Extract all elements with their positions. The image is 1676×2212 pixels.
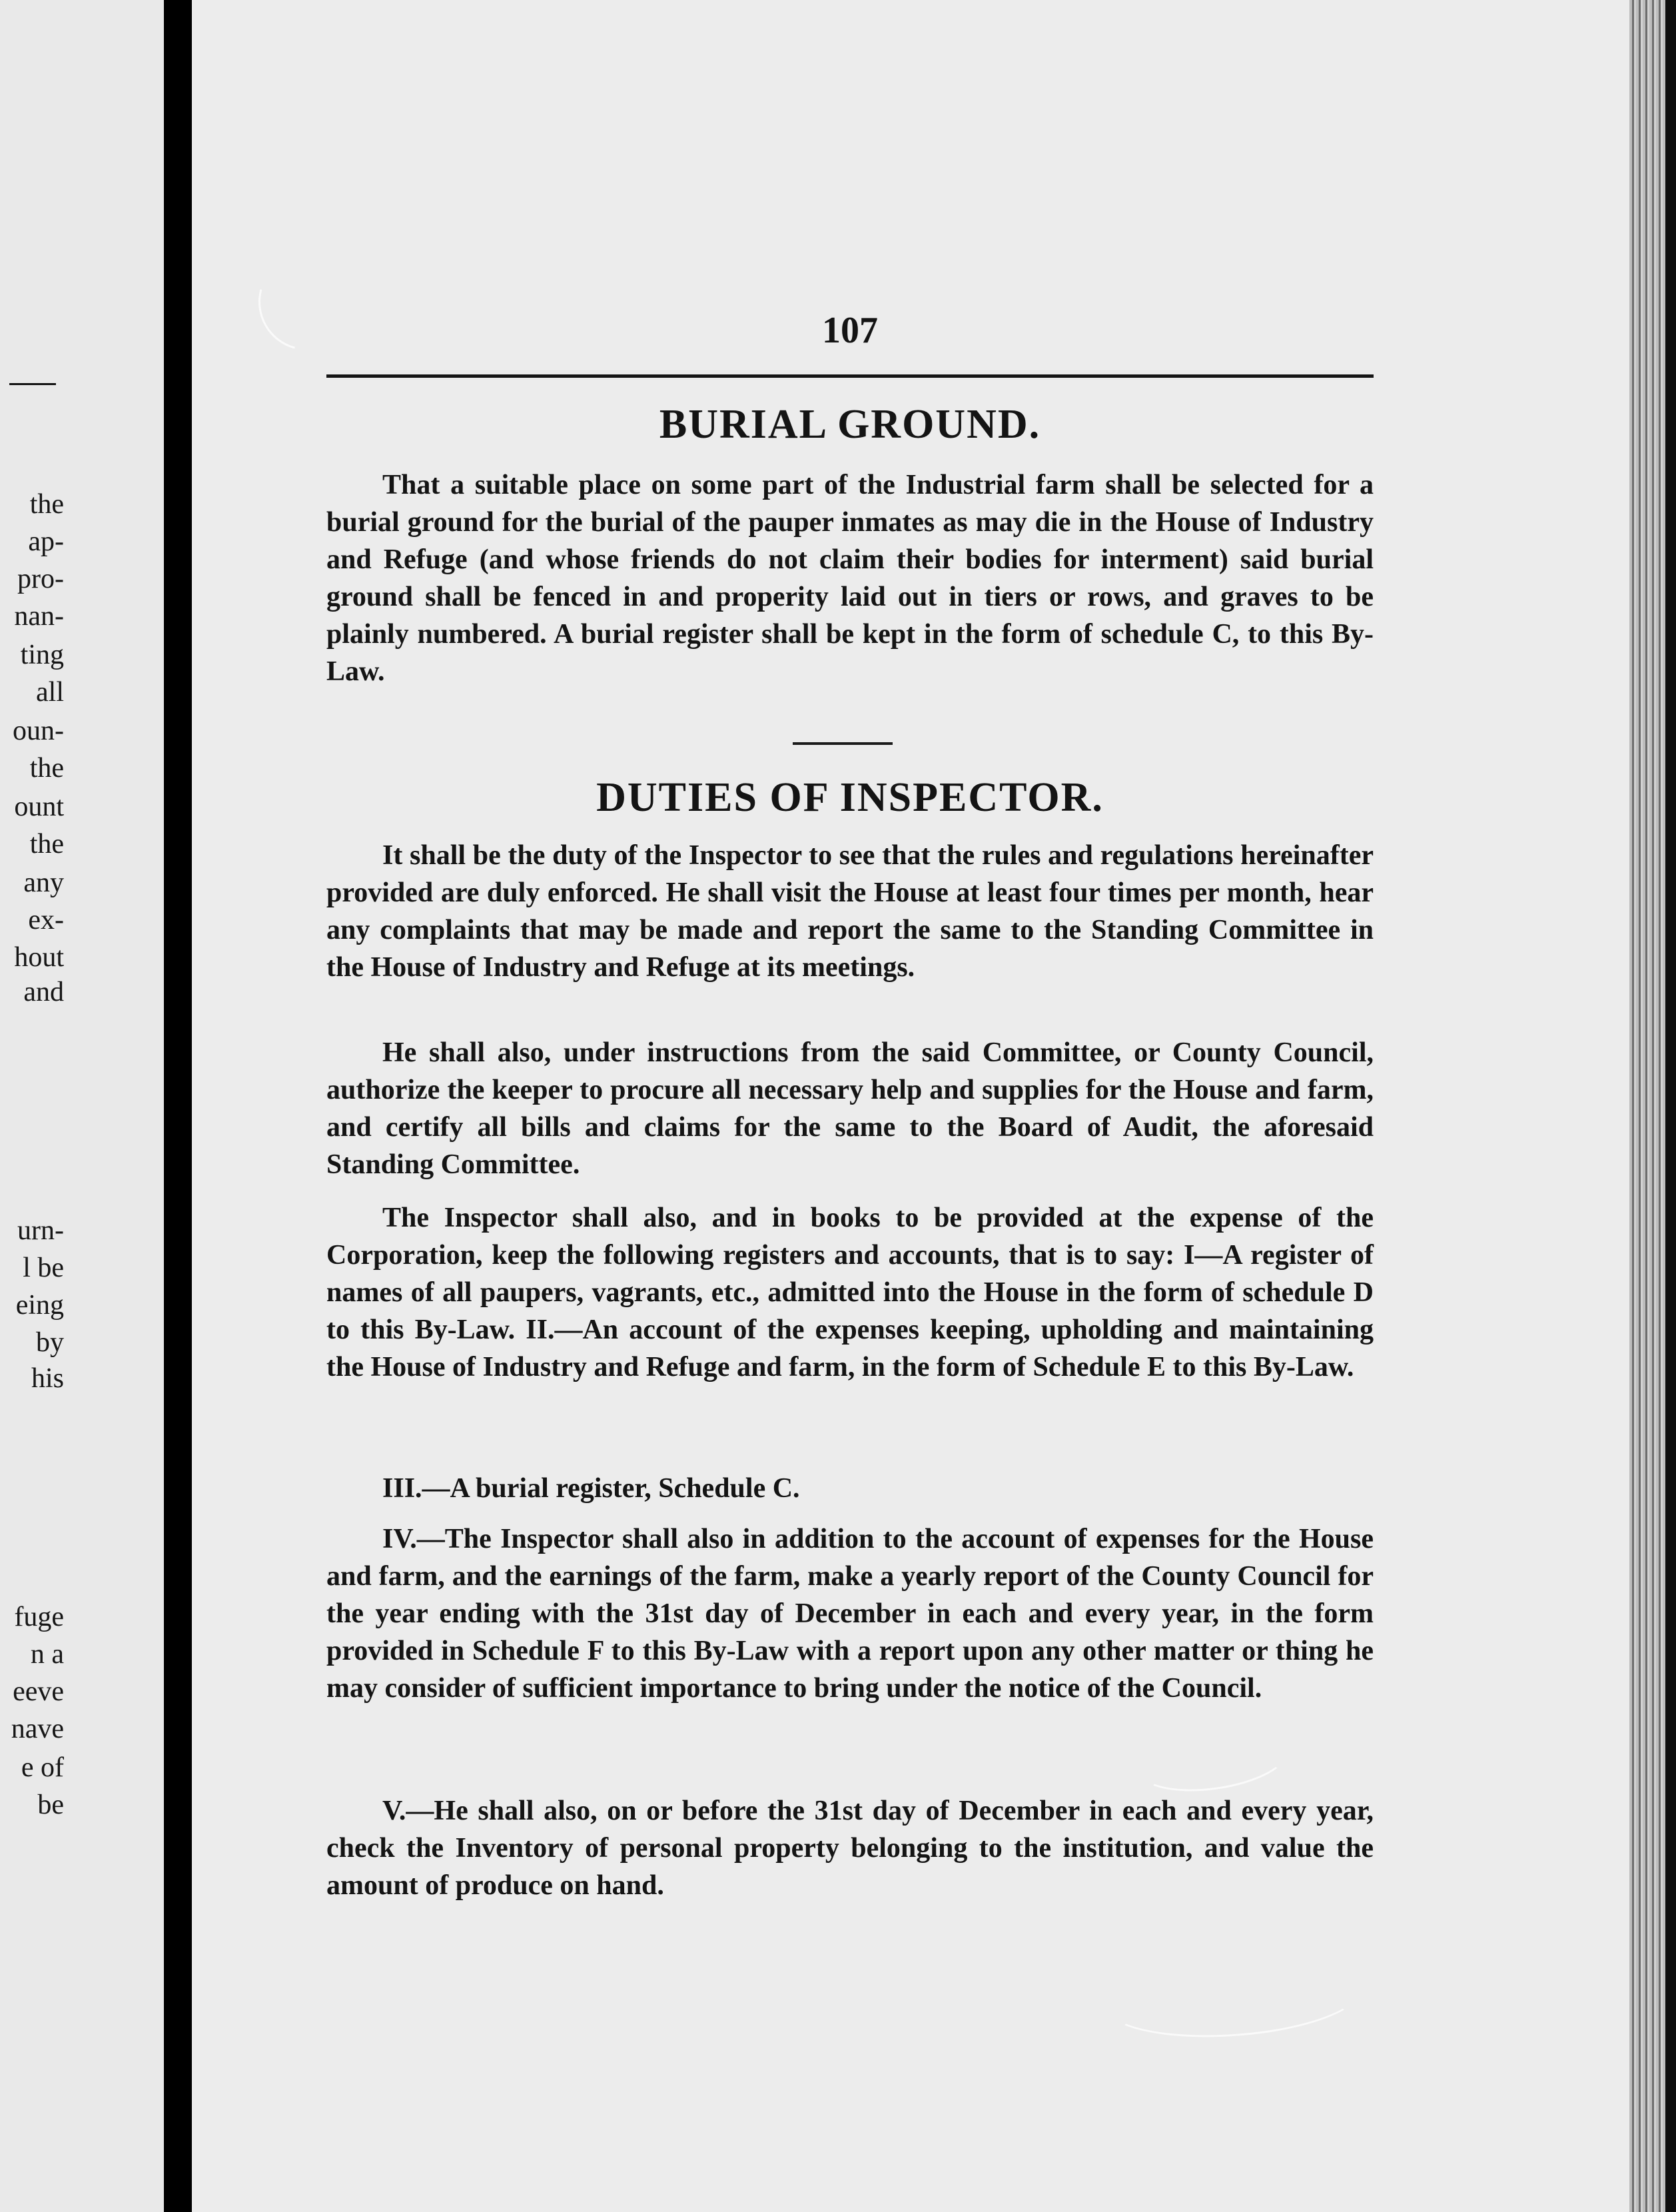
previous-page-text: ting: [20, 640, 64, 670]
paragraph: IV.—The Inspector shall also in addition to the account of expenses for the House and farm, and the earnings of the farm, make a yearly report of the County Council for the year ending with the 31st day of December in each and every year, in the form provided in Schedule F to this By-Law with a report upon any other matter or thing he may consider of sufficient importance to bring under the notice of the Council.: [326, 1524, 1374, 1704]
previous-page-text: fuge: [14, 1602, 64, 1632]
book-spine: [164, 0, 192, 2212]
previous-page-text: nan-: [14, 601, 64, 632]
previous-page-text: all: [36, 677, 64, 708]
previous-page-fragment: [0, 0, 164, 2212]
previous-page-rule: [9, 383, 56, 385]
previous-page-text: nave: [11, 1714, 64, 1744]
section-divider: [793, 742, 893, 745]
previous-page-text: the: [29, 489, 64, 520]
page-edges-shadow: [1665, 0, 1676, 2212]
previous-page-text: be: [37, 1790, 64, 1820]
scan-scratch-mark: [1134, 1722, 1292, 1800]
previous-page-text: hout: [14, 942, 64, 973]
previous-page-text: the: [29, 753, 64, 784]
paragraph: That a suitable place on some part of the Industrial farm shall be selected for a burial ground for the burial of the pauper inmates as may die in the House of Industry and Refuge (and whose friends do not claim their bodies for interment) said burial ground shall be fenced in and properity laid out in tiers or rows, and graves to be plainly numbered. A burial register shall be kept in the form of schedule C, to this By-Law.: [326, 470, 1374, 687]
page: [192, 0, 1629, 2212]
previous-page-text: l be: [23, 1253, 64, 1283]
page-number: 107: [822, 310, 878, 351]
previous-page-text: e of: [21, 1752, 64, 1783]
previous-page-text: eeve: [13, 1676, 64, 1707]
paragraph: III.—A burial register, Schedule C.: [382, 1473, 800, 1504]
previous-page-text: ex-: [28, 905, 64, 935]
paragraph: It shall be the duty of the Inspector to see that the rules and regulations hereinafter provided are duly enforced. He shall visit the House at least four times per month, hear any complaints that may be made and report the same to the Standing Committee in the House of Industry and Refuge at its meetings.: [326, 840, 1374, 983]
previous-page-text: pro-: [17, 564, 64, 594]
previous-page-text: and: [23, 977, 64, 1007]
paragraph: V.—He shall also, on or before the 31st day of December in each and every year, check the Inventory of personal property belonging to the institution, and value the amount of produce on hand.: [326, 1796, 1374, 1901]
previous-page-text: eing: [15, 1290, 64, 1321]
previous-page-text: ount: [14, 792, 64, 822]
previous-page-text: his: [31, 1363, 64, 1394]
previous-page-text: by: [36, 1327, 64, 1358]
previous-page-text: urn-: [17, 1215, 64, 1246]
previous-page-text: n a: [30, 1639, 64, 1670]
previous-page-text: oun-: [13, 716, 64, 746]
header-rule: [326, 374, 1374, 378]
paragraph: The Inspector shall also, and in books to be provided at the expense of the Corporation, keep the following registers and accounts, that is to say: I—A register of names of all paupers, vagrants, etc., admitted into the House in the form of schedule D to this By-Law. II.—An account of the expenses keeping, upholding and maintaining the House of Industry and Refuge and farm, in the form of Schedule E to this By-Law.: [326, 1203, 1374, 1382]
section-heading-burial-ground: BURIAL GROUND.: [659, 402, 1041, 447]
previous-page-text: ap-: [28, 526, 64, 557]
section-heading-duties-of-inspector: DUTIES OF INSPECTOR.: [596, 775, 1104, 820]
previous-page-text: any: [23, 867, 64, 898]
scan-scratch-mark: [1102, 1950, 1364, 2045]
previous-page-text: the: [29, 829, 64, 859]
paragraph: He shall also, under instructions from the said Committee, or County Council, authorize the keeper to procure all necessary help and supplies for the House and farm, and certify all bills and claims for the same to the Board of Audit, the aforesaid Standing Committee.: [326, 1037, 1374, 1180]
